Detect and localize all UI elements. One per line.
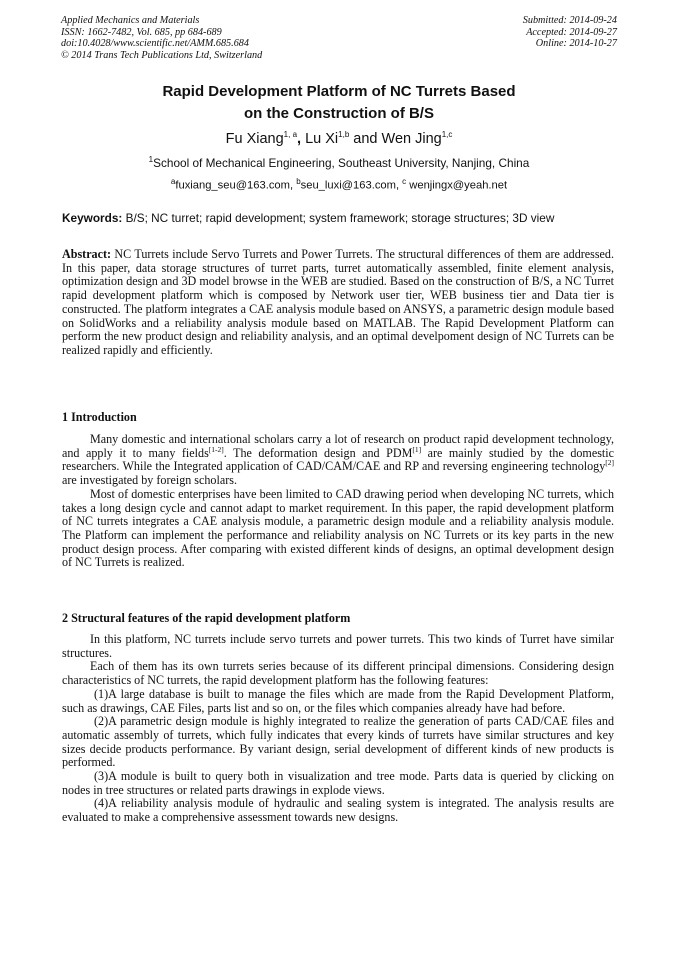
author-affil-mark: 1,b [338,130,350,139]
keywords-label: Keywords: [62,211,123,225]
author-affil-mark: 1,c [441,130,453,139]
title-line-2: on the Construction of B/S [244,105,434,122]
section-introduction [62,433,614,570]
keywords-text: B/S; NC turret; rapid development; system framework; storage structures; 3D view [122,211,555,225]
title-line-1: Rapid Development Platform of NC Turrets Based [162,83,516,100]
journal-info [61,15,262,61]
affiliation [60,155,618,170]
email-link[interactable]: fuxiang_seu@163.com, [175,179,297,192]
abstract-label: Abstract: [62,247,112,261]
citation[interactable]: [1-2] [208,444,224,454]
paragraph: In this platform, NC turrets include servo turrets and power turrets. This two kinds of Turret have similar structures. [62,632,614,660]
affil-mark: 1 [148,155,154,164]
author-list [60,130,618,147]
author-separator: , [297,130,306,147]
issn-line: ISSN: 1662-7482, Vol. 685, pp 684-689 [61,26,222,38]
email-mark: c [402,177,407,186]
affil-text: School of Mechanical Engineering, Southeast University, Nanjing, China [153,155,530,170]
paragraph: Most of domestic enterprises have been limited to CAD drawing period when developing NC turrets, which takes a long design cycle and cannot adapt to market requirement. In this paper, the rapid development platform of NC turrets integrates a CAE analysis module, a parametric design module and a reliability analysis module. The Platform can implement the performance and reliability analysis on NC Turrets or its key parts in the new product design process. After comparing with existed different kinds of designs, an optimal development design of NC Turrets is realized. [62,486,614,570]
author-name: Lu Xi [305,130,339,147]
feature-item: (2)A parametric design module is highly integrated to realize the generation of parts CAD/CAE files and automatic assembly of turrets, which fully indicates that every kinds of turrets have similar structures and key sizes decide products performance. By variant design, serial development of different kinds of new products is performed. [62,714,614,770]
doi-line: doi:10.4028/www.scientific.net/AMM.685.684 [61,38,249,50]
journal-name: Applied Mechanics and Materials [61,15,200,26]
citation[interactable]: [1] [412,444,422,454]
author-name: Fu Xiang [225,130,284,147]
feature-item: (1)A large database is built to manage the files which are made from the Rapid Development Platform, such as drawings, CAE Files, parts list and so on, or the files which companies already have had before. [62,686,614,715]
online-date: Online: 2014-10-27 [535,38,617,50]
email-link[interactable]: seu_luxi@163.com, [300,179,403,192]
text-run: . The deformation design and PDM [223,445,413,460]
paragraph: Each of them has its own turrets series because of its different principal dimensions. Considering design characteristics of NC turrets, the rapid development platform has the following features: [62,659,614,688]
feature-item: (4)A reliability analysis module of hydraulic and sealing system is integrated. The analysis results are evaluated to make a comprehensive assessment towards new designs. [62,796,614,825]
email-link[interactable]: wenjingx@yeah.net [406,179,508,192]
section-heading-introduction: 1 Introduction [62,410,137,424]
author-affil-mark: 1, a [283,130,298,139]
paragraph [62,433,614,488]
paper-title [60,81,618,125]
text-run: Many domestic and international scholars carry a lot of research on product rapid development technology, and apply it to many fields [62,432,614,460]
email-mark: b [296,177,301,186]
author-name: Wen Jing [381,130,442,147]
text-run: are mainly studied by the domestic researchers. While the Integrated application of CAD/CAM/CAE and RP and reversing engineering technology [62,445,614,474]
abstract-text: NC Turrets include Servo Turrets and Power Turrets. The structural differences of them are addressed. In this paper, data storage structures of turret parts, turret automatically assembled, finite element analysis, optimization design and 3D model browse in the WEB are studied. Based on the construction of B/S, a NC Turret rapid development platform which is composed by Network user tier, WEB business tier and Data tier is constructed. The platform integrates a CAE analysis module based on ANSYS, a parametric design module based on SolidWorks and a reliability analysis module based on MATLAB. The Rapid Development Platform can perform the new product design and reliability analysis, and an optimal develpoment design of NC Turrets can be realized rapidly and efficiently. [62,247,614,357]
keywords [62,211,618,225]
submitted-date: Submitted: 2014-09-24 [522,15,617,26]
author-emails [60,177,618,192]
text-run: are investigated by foreign scholars. [62,473,237,488]
feature-item: (3)A module is built to query both in visualization and tree mode. Parts data is queried by clicking on nodes in tree structures or related parts drawings in explode views. [62,769,614,797]
author-separator: and [349,130,382,147]
email-mark: a [170,177,176,186]
submission-dates [523,15,617,50]
abstract [62,248,614,358]
citation[interactable]: [2] [605,458,614,468]
accepted-date: Accepted: 2014-09-27 [526,26,617,38]
section-structural-features [62,633,614,825]
section-heading-structural-features: 2 Structural features of the rapid development platform [62,611,351,625]
copyright-line: © 2014 Trans Tech Publications Ltd, Switzerland [61,49,263,61]
